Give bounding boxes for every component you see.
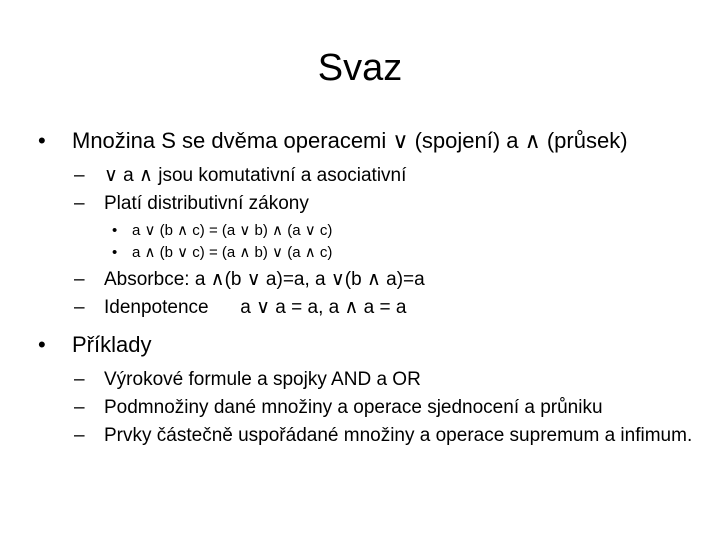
dash-marker: –	[74, 193, 85, 214]
sub-item-example-formulas	[38, 368, 698, 392]
dash-marker: –	[74, 269, 85, 290]
sub-item-example-subsets	[38, 396, 698, 420]
sub-item-text: Absorbce: a ∧(b ∨ a)=a, a ∨(b ∧ a)=a	[104, 269, 425, 290]
sub-item-text: Podmnožiny dané množiny a operace sjednocení a průniku	[104, 397, 603, 418]
dash-marker: –	[74, 165, 85, 186]
bullet-text: Množina S se dvěma operacemi ∨ (spojení) a ∧ (průsek)	[72, 128, 628, 153]
sub-item-text: Platí distributivní zákony	[104, 193, 309, 214]
dash-marker: –	[74, 297, 85, 318]
sub-item-text: Výrokové formule a spojky AND a OR	[104, 369, 421, 390]
sub-sub-item-distributive-2	[38, 242, 698, 264]
sub-sub-item-distributive-1	[38, 220, 698, 242]
bullet-marker: •	[38, 128, 46, 153]
sub-item-absorption	[38, 268, 698, 292]
bullet-marker: •	[112, 222, 118, 239]
dash-marker: –	[74, 425, 85, 446]
bullet-marker: •	[38, 332, 46, 357]
bullet-text: Příklady	[72, 332, 152, 357]
formula-text: a ∨ (b ∧ c) = (a ∨ b) ∧ (a ∨ c)	[132, 222, 333, 239]
formula-text: a ∧ (b ∨ c) = (a ∧ b) ∨ (a ∧ c)	[132, 244, 333, 261]
dash-marker: –	[74, 369, 85, 390]
bullet-item-examples	[38, 332, 698, 358]
bullet-marker: •	[112, 244, 118, 261]
sub-item-example-posets	[38, 424, 698, 448]
dash-marker: –	[74, 397, 85, 418]
sub-item-idempotence	[38, 296, 698, 320]
sub-item-text: Prvky částečně uspořádané množiny a operace supremum a infimum.	[104, 425, 693, 446]
sub-item-text: ∨ a ∧ jsou komutativní a asociativní	[104, 165, 407, 186]
sub-item-text: Idenpotence a ∨ a = a, a ∧ a = a	[104, 297, 407, 318]
bullet-item-svaz-definition	[38, 128, 698, 154]
sub-item-commutative	[38, 164, 698, 188]
slide-content	[38, 128, 698, 448]
slide-title: Svaz	[317, 47, 403, 89]
sub-item-distributive	[38, 192, 698, 216]
